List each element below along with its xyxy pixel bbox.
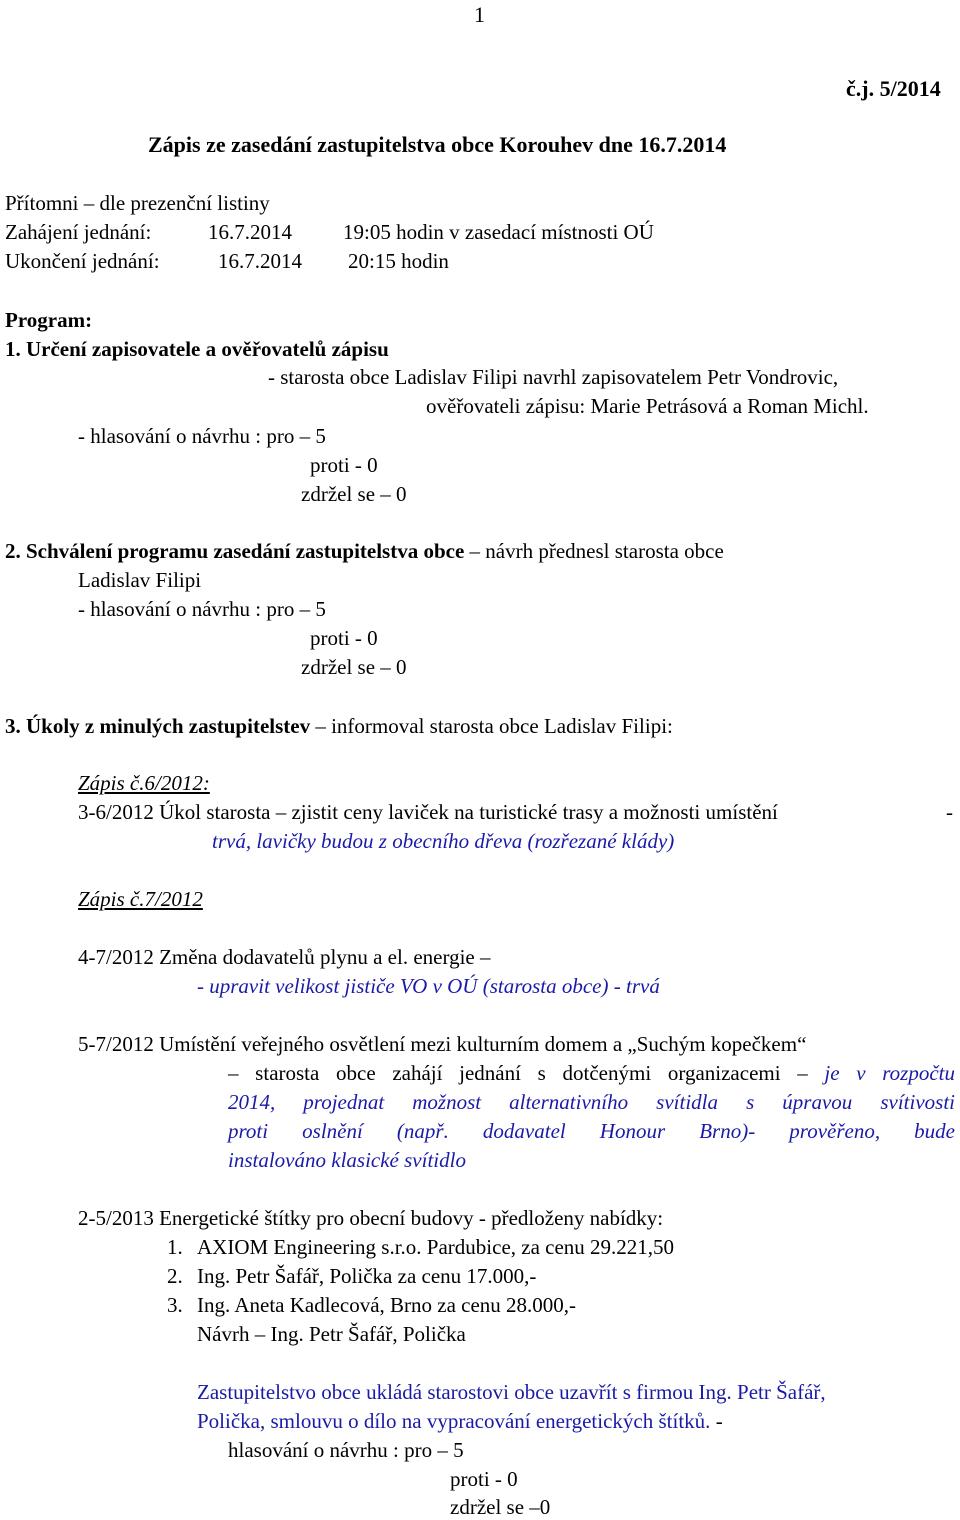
item3-vote-pro: hlasování o návrhu : pro – 5 — [228, 1438, 464, 1462]
task-5-7-2012-line3: 2014, projednat možnost alternativního svítidla s úpravou svítivosti — [228, 1090, 955, 1114]
start-date: 16.7.2014 — [208, 220, 292, 244]
end-date: 16.7.2014 — [218, 249, 302, 273]
task-5-7-2012-line1: 5-7/2012 Umístění veřejného osvětlení mezi kulturním domem a „Suchým kopečkem“ — [78, 1032, 807, 1056]
item2-heading-rest: – návrh přednesl starosta obce — [464, 539, 724, 563]
offer-3-text: Ing. Aneta Kadlecová, Brno za cenu 28.000,- — [197, 1293, 577, 1317]
item1-vote-zdrzel: zdržel se – 0 — [301, 482, 407, 506]
resolution-line1: Zastupitelstvo obce ukládá starostovi obce uzavřít s firmou Ing. Petr Šafář, — [197, 1380, 826, 1404]
item1-vote-proti: proti - 0 — [310, 453, 378, 477]
resolution-line2 — [197, 1408, 723, 1434]
end-time: 20:15 hodin — [348, 249, 449, 273]
offer-1-number: 1. — [167, 1235, 183, 1259]
item3-number: 3. — [5, 714, 21, 738]
item3-vote-zdrzel: zdržel se –0 — [450, 1495, 551, 1519]
item3-heading — [5, 713, 673, 739]
item1-line1: - starosta obce Ladislav Filipi navrhl zapisovatelem Petr Vondrovic, — [268, 365, 839, 389]
item2-heading — [5, 538, 724, 564]
offer-2-text: Ing. Petr Šafář, Polička za cenu 17.000,- — [197, 1264, 537, 1288]
task-3-6-2012-dash: - — [946, 800, 953, 824]
task-5-7-2012-line2 — [228, 1060, 955, 1086]
item2-line2: Ladislav Filipi — [78, 568, 202, 592]
zapis-6-2012-heading: Zápis č.6/2012: — [78, 771, 210, 795]
item3-vote-proti: proti - 0 — [450, 1467, 518, 1491]
offer-1-text: AXIOM Engineering s.r.o. Pardubice, za cenu 29.221,50 — [197, 1235, 675, 1259]
task-2-5-2013-line1: 2-5/2013 Energetické štítky pro obecní budovy - předloženy nabídky: — [78, 1206, 664, 1230]
document-title: Zápis ze zasedání zastupitelstva obce Korouhev dne 16.7.2014 — [148, 132, 727, 157]
start-time-place: 19:05 hodin v zasedací místnosti OÚ — [343, 220, 654, 244]
item2-vote-zdrzel: zdržel se – 0 — [301, 655, 407, 679]
end-label: Ukončení jednání: — [5, 249, 160, 273]
item3-title: Úkoly z minulých zastupitelstev — [26, 714, 311, 738]
task-5-7-2012-line5: instalováno klasické svítidlo — [228, 1148, 466, 1172]
item3-heading-rest: – informoval starosta obce Ladislav Filipi: — [310, 714, 673, 738]
item1-line2: ověřovateli zápisu: Marie Petrásová a Roman Michl. — [426, 394, 869, 418]
task-3-6-2012-line1: 3-6/2012 Úkol starosta – zjistit ceny laviček na turistické trasy a možnosti umístění — [78, 800, 778, 824]
task-5-7-2012-line4: proti oslnění (např. dodavatel Honour Brno)- prověřeno, bude — [228, 1119, 955, 1143]
zapis-7-2012-heading: Zápis č.7/2012 — [78, 887, 203, 911]
offer-3-number: 3. — [167, 1293, 183, 1317]
offer-2-number: 2. — [167, 1264, 183, 1288]
page-number: 1 — [474, 2, 485, 27]
item2-title: Schválení programu zasedání zastupitelstva obce — [26, 539, 465, 563]
item2-number: 2. — [5, 539, 21, 563]
resolution-dash: - — [710, 1409, 723, 1433]
task-5-7-2012-action: – starosta obce zahájí jednání s dotčenými organizacemi – — [228, 1061, 825, 1085]
document-reference: č.j. 5/2014 — [846, 76, 941, 101]
task-4-7-2012-line1: 4-7/2012 Změna dodavatelů plynu a el. energie – — [78, 945, 491, 969]
task-5-7-2012-budget: je v rozpočtu — [824, 1061, 955, 1085]
attendance-line: Přítomni – dle prezenční listiny — [5, 191, 270, 215]
program-label: Program: — [5, 308, 93, 332]
item2-vote-pro: - hlasování o návrhu : pro – 5 — [78, 597, 326, 621]
proposal-line: Návrh – Ing. Petr Šafář, Polička — [197, 1322, 466, 1346]
task-3-6-2012-status: trvá, lavičky budou z obecního dřeva (rozřezané klády) — [212, 829, 675, 853]
item2-vote-proti: proti - 0 — [310, 626, 378, 650]
item1-heading: 1. Určení zapisovatele a ověřovatelů zápisu — [5, 337, 389, 361]
resolution-text: Polička, smlouvu o dílo na vypracování energetických štítků. — [197, 1409, 711, 1433]
start-label: Zahájení jednání: — [5, 220, 152, 244]
task-4-7-2012-status: - upravit velikost jističe VO v OÚ (starosta obce) - trvá — [197, 974, 660, 998]
item1-vote-pro: - hlasování o návrhu : pro – 5 — [78, 424, 326, 448]
